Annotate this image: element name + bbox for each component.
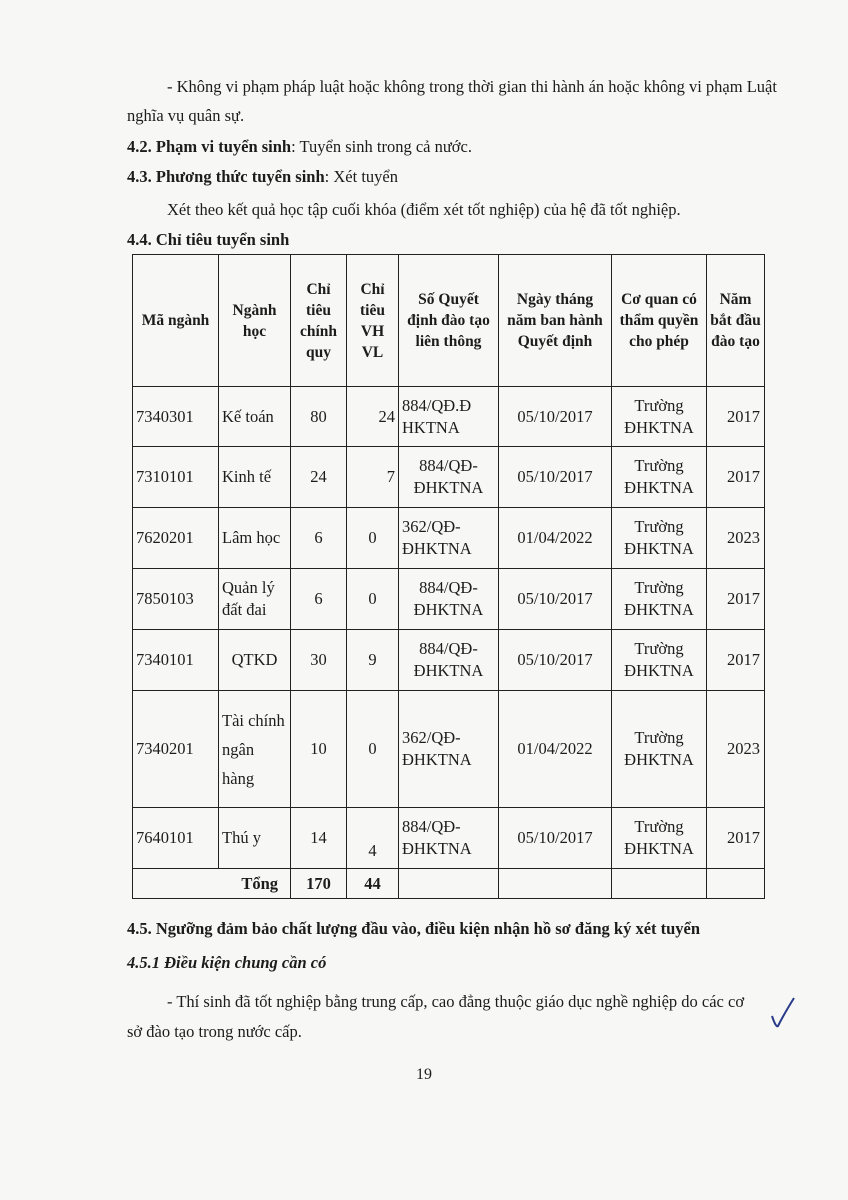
table-row	[133, 691, 765, 808]
cell-decision-date: 05/10/2017	[499, 630, 612, 691]
cell-start-year: 2017	[707, 808, 765, 869]
cell-authority: Trường ĐHKTNA	[612, 691, 707, 808]
table-row	[133, 569, 765, 630]
cell-quota-regular: 80	[291, 387, 347, 447]
cell-decision-date: 01/04/2022	[499, 508, 612, 569]
cell-decision-date: 05/10/2017	[499, 447, 612, 508]
cell-start-year: 2023	[707, 691, 765, 808]
section-4-2	[127, 132, 777, 161]
cell-code: 7340101	[133, 630, 219, 691]
table-row	[133, 508, 765, 569]
total-quota-regular: 170	[291, 869, 347, 899]
table-row	[133, 630, 765, 691]
section-4-3-label: 4.3. Phương thức tuyển sinh	[127, 167, 325, 186]
cell-quota-regular: 14	[291, 808, 347, 869]
total-empty-cell	[399, 869, 499, 899]
cell-authority: Trường ĐHKTNA	[612, 447, 707, 508]
cell-major: QTKD	[219, 630, 291, 691]
header-ma-nganh: Mã ngành	[133, 255, 219, 387]
paragraph-method: Xét theo kết quả học tập cuối khóa (điểm xét tốt nghiệp) của hệ đã tốt nghiệp.	[167, 200, 681, 219]
cell-quota-vhvl: 0	[347, 569, 399, 630]
cell-major: Thú y	[219, 808, 291, 869]
header-co-quan: Cơ quan có thẩm quyền cho phép	[612, 255, 707, 387]
total-label: Tổng	[133, 869, 291, 899]
header-nganh-hoc: Ngành học	[219, 255, 291, 387]
section-4-2-label: 4.2. Phạm vi tuyển sinh	[127, 137, 292, 156]
cell-code: 7310101	[133, 447, 219, 508]
cell-code: 7850103	[133, 569, 219, 630]
cell-decision-date: 05/10/2017	[499, 808, 612, 869]
cell-authority: Trường ĐHKTNA	[612, 387, 707, 447]
total-empty-cell	[612, 869, 707, 899]
cell-code: 7640101	[133, 808, 219, 869]
cell-start-year: 2023	[707, 508, 765, 569]
cell-start-year: 2017	[707, 630, 765, 691]
cell-start-year: 2017	[707, 447, 765, 508]
table-total-row	[133, 869, 765, 899]
section-4-5-heading: 4.5. Ngưỡng đảm bảo chất lượng đầu vào, điều kiện nhận hồ sơ đăng ký xét tuyển	[127, 919, 701, 938]
table-row	[133, 447, 765, 508]
cell-quota-regular: 10	[291, 691, 347, 808]
header-ngay-ban-hanh: Ngày tháng năm ban hành Quyết định	[499, 255, 612, 387]
cell-decision-no: 884/QĐ-ĐHKTNA	[399, 447, 499, 508]
header-so-quyet-dinh: Số Quyết định đào tạo liên thông	[399, 255, 499, 387]
cell-code: 7340201	[133, 691, 219, 808]
cell-code: 7620201	[133, 508, 219, 569]
cell-quota-vhvl: 24	[347, 387, 399, 447]
section-4-5-1-heading: 4.5.1 Điều kiện chung cần có	[127, 953, 327, 972]
cell-decision-no: 362/QĐ-ĐHKTNA	[399, 508, 499, 569]
cell-major: Kế toán	[219, 387, 291, 447]
cell-quota-vhvl: 4	[347, 808, 399, 869]
cell-quota-regular: 6	[291, 569, 347, 630]
cell-major: Quản lý đất đai	[219, 569, 291, 630]
table-row	[133, 387, 765, 447]
total-quota-vhvl: 44	[347, 869, 399, 899]
total-empty-cell	[499, 869, 612, 899]
cell-quota-vhvl: 9	[347, 630, 399, 691]
header-chi-tieu-vhvl: Chỉ tiêu VH VL	[347, 255, 399, 387]
cell-decision-date: 05/10/2017	[499, 387, 612, 447]
admission-quota-table	[132, 254, 765, 899]
cell-start-year: 2017	[707, 569, 765, 630]
header-nam-bat-dau: Năm bắt đầu đào tạo	[707, 255, 765, 387]
cell-decision-date: 01/04/2022	[499, 691, 612, 808]
check-mark-icon	[768, 994, 798, 1034]
cell-decision-no: 884/QĐ.Đ HKTNA	[399, 387, 499, 447]
cell-quota-vhvl: 0	[347, 691, 399, 808]
cell-decision-no: 362/QĐ-ĐHKTNA	[399, 691, 499, 808]
cell-decision-no: 884/QĐ-ĐHKTNA	[399, 569, 499, 630]
section-4-2-text: : Tuyển sinh trong cả nước.	[291, 137, 472, 156]
total-empty-cell	[707, 869, 765, 899]
section-4-3-text: : Xét tuyển	[324, 167, 398, 186]
cell-code: 7340301	[133, 387, 219, 447]
cell-authority: Trường ĐHKTNA	[612, 508, 707, 569]
cell-quota-regular: 24	[291, 447, 347, 508]
table-header-row	[133, 255, 765, 387]
cell-authority: Trường ĐHKTNA	[612, 569, 707, 630]
cell-decision-no: 884/QĐ-ĐHKTNA	[399, 808, 499, 869]
table-row	[133, 808, 765, 869]
paragraph-eligibility: - Không vi phạm pháp luật hoặc không trong thời gian thi hành án hoặc không vi phạm Luật nghĩa vụ quân sự.	[127, 77, 777, 125]
cell-quota-vhvl: 7	[347, 447, 399, 508]
cell-major: Lâm học	[219, 508, 291, 569]
cell-start-year: 2017	[707, 387, 765, 447]
cell-authority: Trường ĐHKTNA	[612, 808, 707, 869]
section-4-3	[127, 162, 777, 191]
cell-major: Kinh tế	[219, 447, 291, 508]
header-chi-tieu-chinh-quy: Chỉ tiêu chính quy	[291, 255, 347, 387]
page-number: 19	[416, 1066, 432, 1083]
cell-major: Tài chính ngân hàng	[219, 691, 291, 808]
cell-quota-regular: 30	[291, 630, 347, 691]
paragraph-general-condition: - Thí sinh đã tốt nghiệp bằng trung cấp, cao đẳng thuộc giáo dục nghề nghiệp do các cơ sở đào tạo trong nước cấp.	[127, 992, 745, 1041]
cell-authority: Trường ĐHKTNA	[612, 630, 707, 691]
cell-decision-no: 884/QĐ-ĐHKTNA	[399, 630, 499, 691]
cell-decision-date: 05/10/2017	[499, 569, 612, 630]
cell-quota-vhvl: 0	[347, 508, 399, 569]
cell-quota-regular: 6	[291, 508, 347, 569]
section-4-4-heading: 4.4. Chỉ tiêu tuyển sinh	[127, 230, 290, 249]
